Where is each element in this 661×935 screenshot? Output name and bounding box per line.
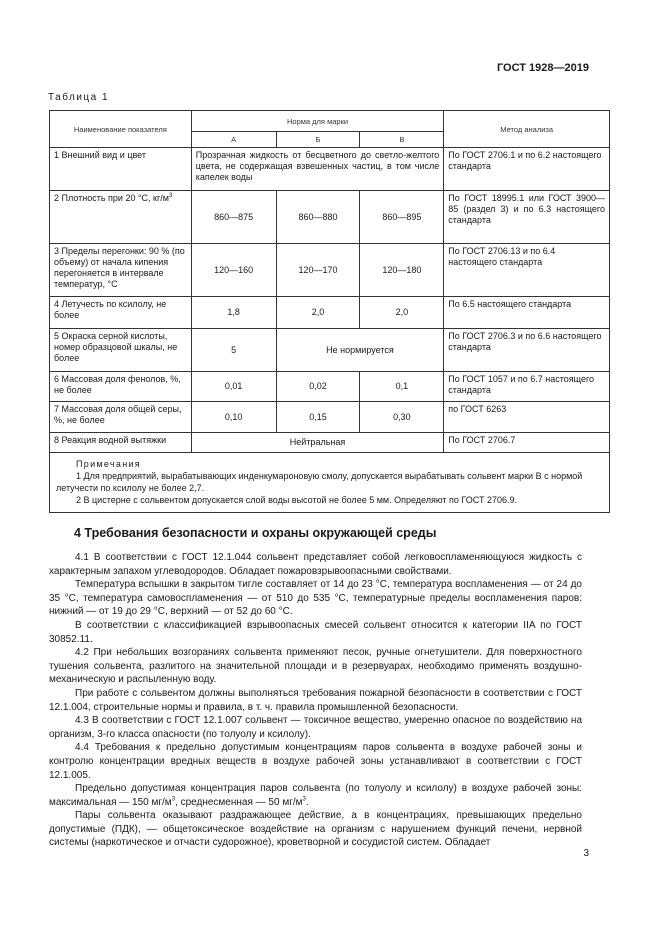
row-method: по ГОСТ 6263: [444, 402, 610, 433]
value-b: 120—170: [276, 244, 360, 297]
value-a: 120—160: [191, 244, 276, 297]
value-bv: Не нормируется: [276, 329, 444, 372]
table-row: [50, 402, 610, 433]
document-header: ГОСТ 1928—2019: [496, 62, 589, 74]
value-a: 5: [191, 329, 276, 372]
value-v: 120—180: [360, 244, 444, 297]
value-a: 860—875: [191, 191, 276, 244]
value-b: 860—880: [276, 191, 360, 244]
table-row: [50, 297, 610, 329]
table-row: [50, 244, 610, 297]
header-norm: Норма для марки: [191, 111, 444, 132]
paragraph: При работе с сольвентом должны выполняться требования пожарной безопасности в соответствии с ГОСТ 12.1.004, строительные нормы и правила, в т. ч. правила промышленной безопасности.: [49, 687, 582, 713]
paragraph: 4.4 Требования к предельно допустимым концентрациям паров сольвента в воздухе рабочей зоны и контролю концентрации вредных веществ в воздухе рабочей зоны устанавливают в соответствии с ГОСТ 12.1.005.: [49, 742, 582, 781]
row-value: Прозрачная жидкость от бесцветного до светло-желтого цвета, не содержащая взвешенных частиц, в том числе капелек воды: [191, 148, 444, 191]
table-row: [50, 329, 610, 372]
paragraph: В соответствии с классификацией взрывоопасных смесей сольвент относится к категории IIA по ГОСТ 30852.11.: [49, 619, 582, 645]
row-method: По ГОСТ 2706.13 и по 6.4 настоящего стандарта: [444, 244, 610, 297]
value-v: 0,30: [360, 402, 444, 433]
section-body: [49, 551, 582, 850]
row-name: 2 Плотность при 20 °С, $кг/м^3$: [50, 191, 192, 244]
page-number: 3: [583, 848, 589, 859]
row-name: 3 Пределы перегонки: 90 % (по объему) от начала кипения перегоняется в интервале температур, °С: [50, 244, 192, 297]
header-method: Метод анализа: [444, 111, 610, 148]
table-row: [50, 148, 610, 191]
row-name: 1 Внешний вид и цвет: [50, 148, 192, 191]
row-method: По ГОСТ 2706.1 и по 6.2 настоящего стандарта: [444, 148, 610, 191]
row-method: По ГОСТ 2706.7: [444, 433, 610, 453]
value-a: 0,10: [191, 402, 276, 433]
value-v: 860—895: [360, 191, 444, 244]
header-grade-v: В: [360, 132, 444, 148]
section-title: 4 Требования безопасности и охраны окружающей среды: [74, 526, 437, 540]
note-1: 1 Для предприятий, вырабатывающих инденкумароновую смолу, допускается вырабатывать сольвент марки В с нормой летучести по ксилолу не более 2,7.: [56, 471, 583, 493]
table-row: [50, 433, 610, 453]
header-grade-a: А: [191, 132, 276, 148]
note-2: 2 В цистерне с сольвентом допускается слой воды высотой не более 5 мм. Определяют по ГОСТ 2706.9.: [76, 495, 517, 505]
table-notes: [50, 453, 610, 513]
value-v: 2,0: [360, 297, 444, 329]
paragraph: 4.1 В соответствии с ГОСТ 12.1.044 сольвент представляет собой легковоспламеняющуюся жидкость с характерным запахом углеводородов. Обладает пожаровзрывоопасными свойствами.: [49, 552, 582, 577]
value-v: 0,1: [360, 372, 444, 402]
row-name: 5 Окраска серной кислоты, номер образцовой шкалы, не более: [50, 329, 192, 372]
table-caption: Таблица 1: [48, 92, 110, 103]
row-method: По ГОСТ 2706.3 и по 6.6 настоящего стандарта: [444, 329, 610, 372]
row-method: По ГОСТ 18995.1 или ГОСТ 3900—85 (раздел 3) и по 6.3 настоящего стандарта: [444, 191, 610, 244]
row-name: 7 Массовая доля общей серы, %, не более: [50, 402, 192, 433]
properties-table: [49, 110, 610, 513]
value-b: 0,02: [276, 372, 360, 402]
paragraph: 4.2 При небольших возгораниях сольвента применяют песок, ручные огнетушители. Для поверхностного тушения сольвента, разлитого на значительной площади и в резервуарах, необходимо применять воздушно-механическую и распыленную воду.: [49, 647, 582, 686]
row-method: По 6.5 настоящего стандарта: [444, 297, 610, 329]
paragraph: Пары сольвента оказывают раздражающее действие, а в концентрациях, превышающих предельно допустимые (ПДК), — общетоксическое воздействие на организм с нарушением функций печени, нервной системы (наркотическое и отчасти судорожное), кроветворной и сосудистой систем. Обладает: [49, 810, 582, 849]
row-method: По ГОСТ 1057 и по 6.7 настоящего стандарта: [444, 372, 610, 402]
table-row: [50, 372, 610, 402]
paragraph: Предельно допустимая концентрация паров сольвента (по толуолу и ксилолу) в воздухе рабочей зоны: максимальная — 150 $мг/м^3$, среднесменная — 50 $мг/м^3$.: [49, 783, 582, 808]
paragraph: 4.3 В соответствии с ГОСТ 12.1.007 сольвент — токсичное вещество, умеренно опасное по воздействию на организм, 3-го класса опасности (по толуолу и ксилолу).: [49, 715, 582, 740]
value-b: 0,15: [276, 402, 360, 433]
value-a: 1,8: [191, 297, 276, 329]
header-grade-b: Б: [276, 132, 360, 148]
value-a: 0,01: [191, 372, 276, 402]
row-value: Нейтральная: [191, 433, 444, 453]
paragraph: Температура вспышки в закрытом тигле составляет от 14 до 23 °С, температура воспламенения — от 24 до 35 °С, температура самовоспламенения — от 510 до 535 °С, температурные пределы воспламенения паров: нижний — от 19 до 29 °С, верхний — от 52 до 60 °С.: [49, 579, 582, 618]
table-row: [50, 191, 610, 244]
row-name: 4 Летучесть по ксилолу, не более: [50, 297, 192, 329]
value-b: 2,0: [276, 297, 360, 329]
row-name: 6 Массовая доля фенолов, %, не более: [50, 372, 192, 402]
row-name: 8 Реакция водной вытяжки: [50, 433, 192, 453]
header-name: Наименование показателя: [50, 111, 192, 148]
notes-title: Примечания: [76, 459, 141, 469]
